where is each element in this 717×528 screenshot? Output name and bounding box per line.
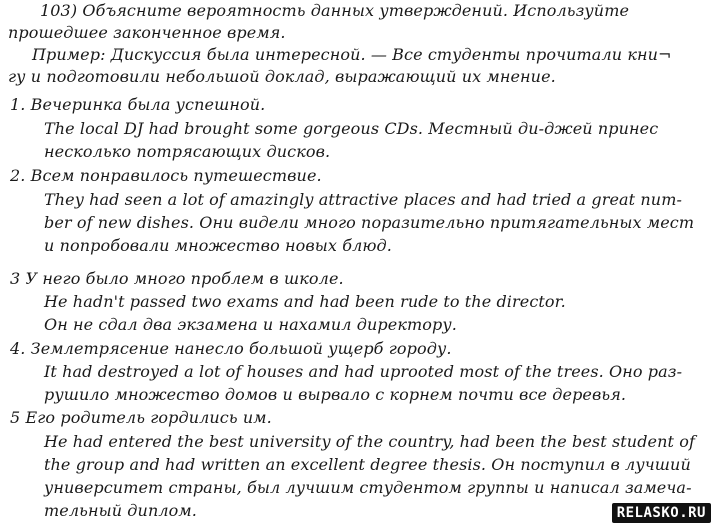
item-heading: 2. Всем понравилось путешествие. (10, 166, 322, 185)
exercise-title-continuation: прошедшее законченное время. (8, 23, 286, 42)
item-heading: 3 У него было много проблем в школе. (10, 269, 344, 288)
exercise-title: 103) Объясните вероятность данных утверждений. Используйте (40, 1, 630, 20)
example-line: гу и подготовили небольшой доклад, выражающий их мнение. (8, 67, 556, 86)
site-watermark: RELASKO.RU (612, 503, 711, 523)
item-answer-line: университет страны, был лучшим студентом группы и написал замеча- (44, 478, 692, 497)
item-answer-line: и попробовали множество новых блюд. (44, 236, 392, 255)
item-answer-line: несколько потрясающих дисков. (44, 142, 331, 161)
item-answer-line: Он не сдал два экзамена и нахамил директору. (44, 315, 457, 334)
item-answer-line: ber of new dishes. Они видели много поразительно притягательных мест (44, 213, 695, 232)
item-answer-line: тельный диплом. (44, 501, 197, 520)
item-heading: 1. Вечеринка была успешной. (10, 95, 266, 114)
item-answer-line: the group and had written an excellent degree thesis. Он поступил в лучший (44, 455, 691, 474)
example-line: Пример: Дискуссия была интересной. — Все студенты прочитали кни¬ (32, 45, 672, 64)
item-answer-line: He hadn't passed two exams and had been rude to the director. (44, 292, 566, 311)
item-answer-line: The local DJ had brought some gorgeous CDs. Местный ди-джей принес (44, 119, 659, 138)
item-answer-line: рушило множество домов и вырвало с корнем почти все деревья. (44, 385, 627, 404)
item-answer-line: They had seen a lot of amazingly attractive places and had tried a great num- (44, 190, 682, 209)
item-answer-line: He had entered the best university of the country, had been the best student of (44, 432, 695, 451)
item-heading: 4. Землетрясение нанесло большой ущерб городу. (10, 339, 452, 358)
item-answer-line: It had destroyed a lot of houses and had uprooted most of the trees. Оно раз- (44, 362, 683, 381)
item-heading: 5 Его родитель гордились им. (10, 408, 272, 427)
